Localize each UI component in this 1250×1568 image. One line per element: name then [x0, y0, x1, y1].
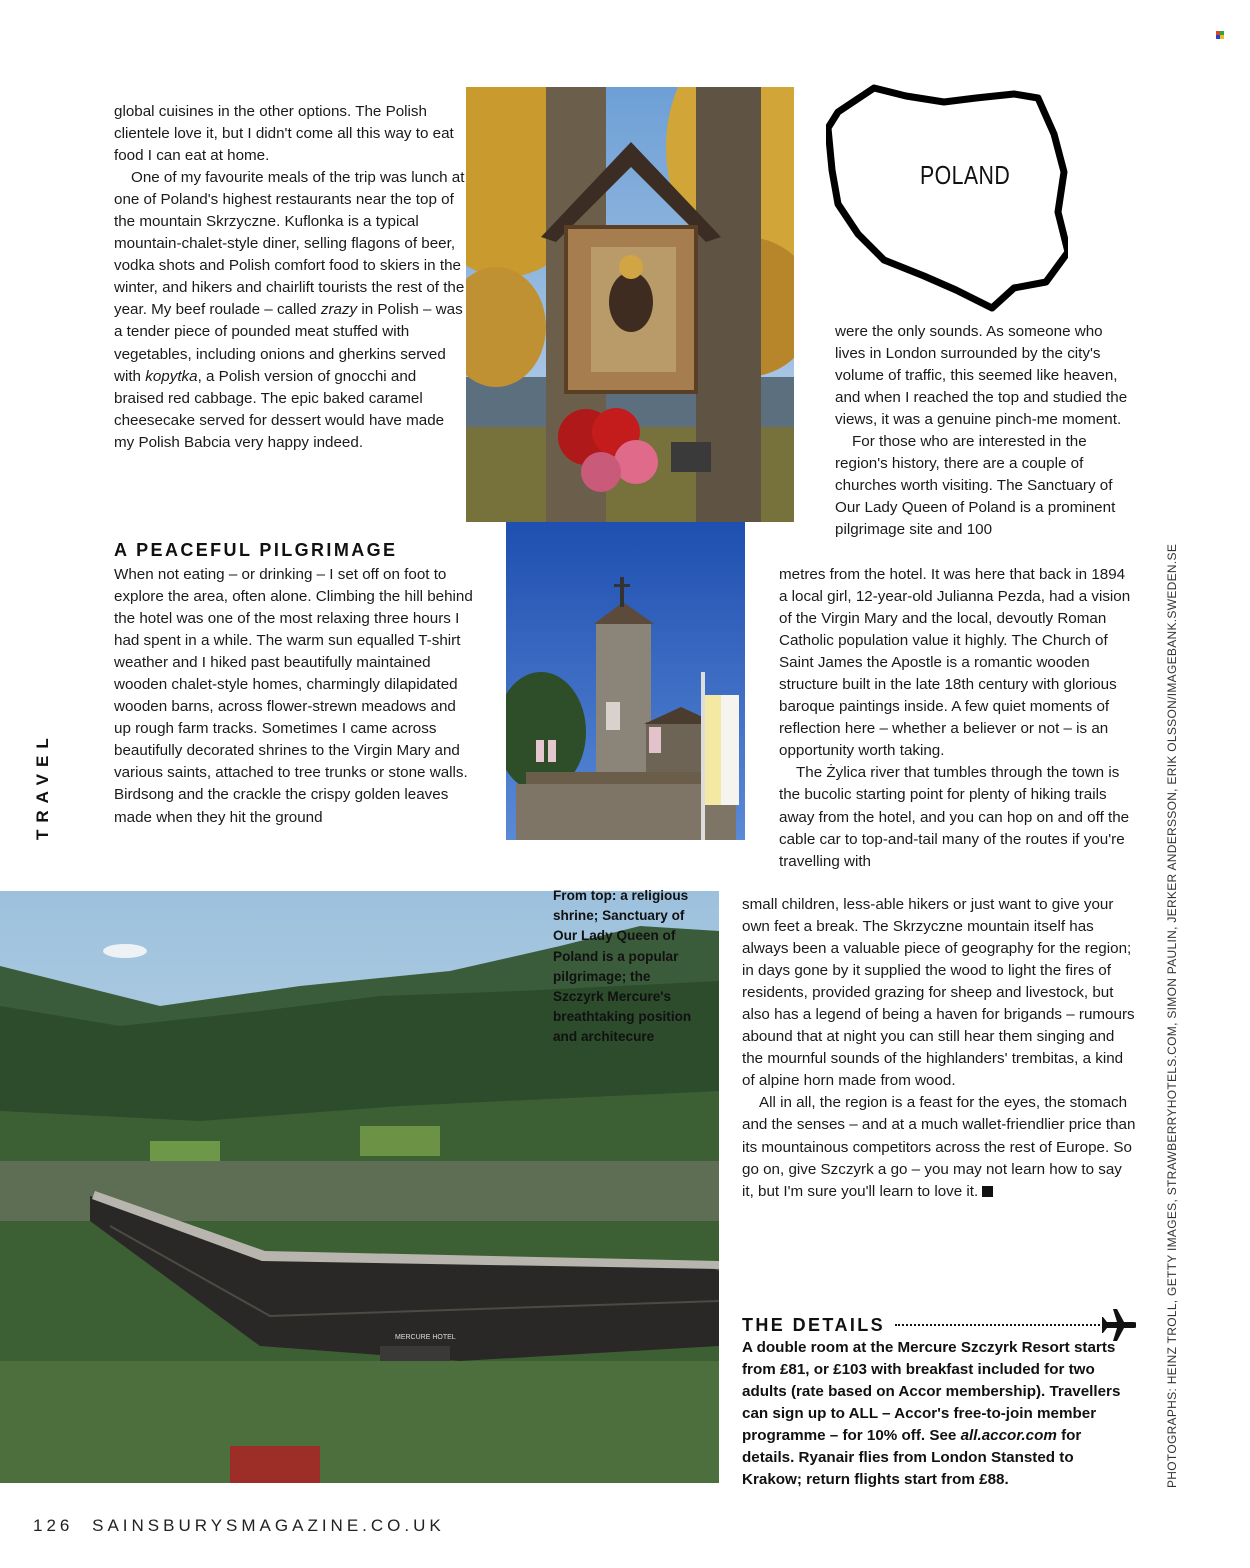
poland-map [826, 84, 1068, 314]
paragraph: The Żylica river that tumbles through the town is the bucolic starting point for plenty of hiking trails away from the hotel, and you can hop on and off the cable car to top-and-tail many of the routes if you're travelling with [779, 764, 1130, 870]
page-number: 126 [33, 1516, 74, 1535]
column-3-c [779, 564, 1135, 873]
paragraph: One of my favourite meals of the trip was lunch at one of Poland's highest restaurants near the top of the mountain Skrzyczne. Kuflonka is a typical mountain-chalet-style diner, selling flagons of beer, vodka shots and Polish comfort food to skiers in the winter, and hikers and chairlift tourists the rest of the year. My beef roulade – called zrazy in Polish – was a tender piece of pounded meat stuffed with vegetables, including onions and gherkins served with kopytka, a Polish version of gnocchi and braised red cabbage. The epic baked caramel cheesecake served for dessert would have made my Polish Babcia very happy indeed. [114, 169, 465, 451]
footer [33, 1516, 445, 1536]
paragraph: When not eating – or drinking – I set off on foot to explore the area, often alone. Climbing the hill behind the hotel was one of the most relaxing three hours I had spent in a while. The warm sun equalled T-shirt weather and I hiked past beautifully maintained wooden chalet-style homes, charmingly dilapidated wooden barns, across flower-strewn meadows and up rough farm tracks. Sometimes I came across beautifully decorated shrines to the Virgin Mary and various saints, attached to tree trunks or stone walls. Birdsong and the crackle the crispy golden leaves made when they hit the ground [114, 566, 473, 826]
photo-caption: From top: a religious shrine; Sanctuary of Our Lady Queen of Poland is a popular pilgrimage; the Szczyrk Mercure's breathtaking position and architecure [553, 888, 692, 1045]
paragraph: metres from the hotel. It was here that back in 1894 a local girl, 12-year-old Julianna Pezda, had a vision of the Virgin Mary and the local, devoutly Roman Catholic population value it highly. The Church of Saint James the Apostle is a romantic wooden structure built in the late 18th century with glorious baroque paintings inside. A few quiet moments of reflection here – whether a believer or not – is an opportunity worth taking. [779, 566, 1131, 760]
column-1-pilgrimage [114, 564, 474, 829]
sanctuary-photo [506, 522, 745, 840]
paragraph: For those who are interested in the region's history, there are a couple of churches worth visiting. The Sanctuary of Our Lady Queen of Poland is a prominent pilgrimage site and 100 [835, 433, 1116, 539]
section-label: TRAVEL [33, 731, 52, 840]
column-1-top [114, 101, 466, 454]
shrine-photo [466, 87, 794, 522]
details-heading: THE DETAILS [742, 1314, 886, 1335]
dotted-rule [895, 1324, 1100, 1326]
paragraph: were the only sounds. As someone who lives in London surrounded by the city's volume of traffic, this seemed like heaven, and when I reached the top and studied the views, it was a genuine pinch-me moment. [835, 323, 1128, 429]
corner-mark [1216, 31, 1224, 39]
footer-website[interactable]: SAINSBURYSMAGAZINE.CO.UK [92, 1516, 445, 1535]
sanctuary-image [506, 522, 745, 840]
hotel-sign: MERCURE HOTEL [395, 1334, 456, 1341]
paragraph: small children, less-able hikers or just want to give your own feet a break. The Skrzyczne mountain itself has always been a valuable piece of geography for the region; in days gone by it supplied the wood to light the fires of residents, provided grazing for sheep and livestock, but also has a legend of being a haven for brigands – rumours abound that at night you can still hear them singing and the mournful sounds of the highlanders' trembitas, a kind of alpine horn made from wood. [742, 896, 1135, 1090]
column-3-a [835, 321, 1135, 541]
poland-map-outline [826, 84, 1068, 314]
photo-credits: PHOTOGRAPHS: HEINZ TROLL, GETTY IMAGES, STRAWBERRYHOTELS.COM, SIMON PAULIN, JERKER ANDERSSON, ERIK OLSSON/IMAGEBANK.SWEDEN.SE [1165, 543, 1179, 1488]
details-text: A double room at the Mercure Szczyrk Resort starts from £81, or £103 with breakfast included for two adults (rate based on Accor membership). Travellers can sign up to ALL – Accor's free-to-join member programme – for 10% off. See all.accor.com for details. Ryanair flies from London Stansted to Krakow; return flights start from £88. [742, 1339, 1121, 1488]
map-label: POLAND [920, 160, 1011, 190]
shrine-image [466, 87, 794, 522]
end-mark [982, 1186, 993, 1197]
paragraph: global cuisines in the other options. The Polish clientele love it, but I didn't come all this way to eat food I can eat at home. [114, 103, 454, 165]
details-box [742, 1305, 1136, 1491]
paragraph: All in all, the region is a feast for the eyes, the stomach and the senses – and at a much wallet-friendlier price than its mountainous competitors across the rest of Europe. So go on, give Szczyrk a go – you may not learn how to say it, but I'm sure you'll learn to love it. [742, 1094, 1136, 1200]
section-heading: A PEACEFUL PILGRIMAGE [114, 540, 398, 560]
column-3-e [742, 894, 1136, 1203]
